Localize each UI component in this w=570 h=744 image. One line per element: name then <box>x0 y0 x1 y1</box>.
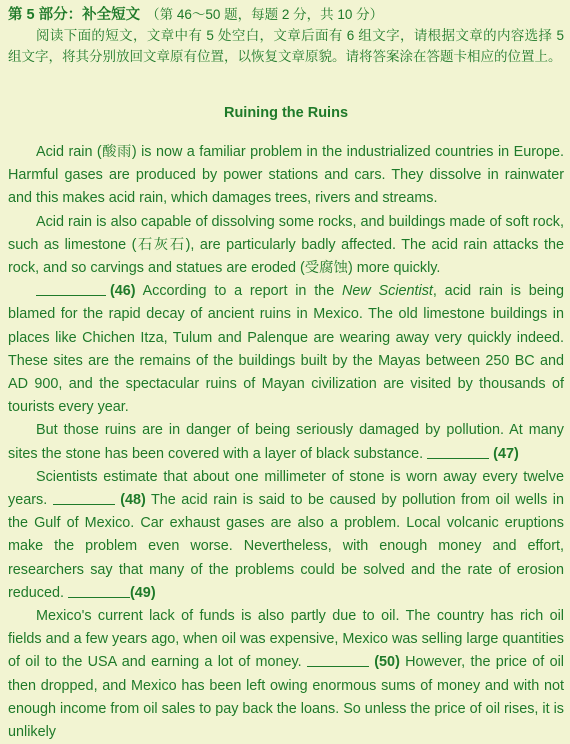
article-title: Ruining the Ruins <box>223 105 349 121</box>
question-number-49: (49) <box>130 584 156 601</box>
paragraph-4-text: But those ruins are in danger of being seriously damaged by pollution. At many sites the stone has been covered with a layer of black substance. <box>8 422 564 462</box>
question-number-46: (46) <box>110 283 136 300</box>
section-header <box>8 4 564 26</box>
answer-blank-48 <box>53 490 115 505</box>
answer-blank-47 <box>427 444 489 459</box>
paragraph-5-text: Scientists estimate that about one millimeter of stone is worn away every twelve years. <box>8 468 564 509</box>
paragraph-1: Acid rain (酸雨) is now a familiar problem in the industrialized countries in Europe. Harmful gases are produced by power stations and cars. They dissolve in rainwater and this makes acid rain, which damages trees, rivers and streams. <box>8 144 564 207</box>
paragraph-6 <box>8 605 564 744</box>
paragraph-3 <box>8 280 564 419</box>
question-number-48: (48) <box>120 492 146 509</box>
paragraph-6-text: Mexico's current lack of funds is also partly due to oil. The country has rich oil fields and a few years ago, when oil was expensive, Mexico was selling large quantities of oil to the USA and earning a lot of money. <box>8 608 564 671</box>
publication-name: New Scientist <box>341 283 433 300</box>
paragraph-5-text-cont: The acid rain is said to be caused by pollution from oil wells in the Gulf of Mexico. Car exhaust gases are also a problem. Local volcanic eruptions make the problem even worse. Nevertheless, with enough money and effort, researchers say that many of the problems could be solved and the rate of erosion reduced. <box>8 492 564 601</box>
paragraph-3-text-cont: , acid rain is being blamed for the rapid decay of ancient ruins in Mexico. The old limestone buildings in places like Chichen Itza, Tulum and Palenque are wearing away very quickly indeed. These sites are the remains of the buildings built by the Mayas between 250 BC and AD 900, and the spectacular ruins of Mayan civilization are visited by thousands of tourists every year. <box>8 283 564 416</box>
question-number-50: (50) <box>374 654 400 671</box>
section-meta: （第 46～50 题，每题 2 分，共 10 分） <box>146 7 384 22</box>
answer-blank-46 <box>36 281 106 296</box>
section-label: 第 5 部分：补全短文 <box>8 7 141 23</box>
paragraph-6-text-cont: However, the price of oil then dropped, and Mexico has been left owing enormous sums of money and with not enough income from oil sales to pay back the loans. So unless the price of oil rises, it is unlikely <box>8 654 564 741</box>
paragraph-5 <box>8 466 564 605</box>
answer-blank-49 <box>68 583 130 598</box>
paragraph-2: Acid rain is also capable of dissolving some rocks, and buildings made of soft rock, such as limestone (石灰石), are particularly badly affected. The acid rain attacks the rock, and so carvings and statues are eroded (受腐蚀) more quickly. <box>8 213 564 277</box>
paragraph-4 <box>8 419 564 465</box>
paragraph-3-text: According to a report in the <box>135 283 342 300</box>
article-body <box>8 141 564 744</box>
section-instructions: 阅读下面的短文，文章中有 5 处空白，文章后面有 6 组文字，请根据文章的内容选择 5 组文字，将其分别放回文章原有位置，以恢复文章原貌。请将答案涂在答题卡相应的位置上。 <box>8 28 564 64</box>
answer-blank-50 <box>307 652 369 667</box>
question-number-47: (47) <box>493 445 519 462</box>
